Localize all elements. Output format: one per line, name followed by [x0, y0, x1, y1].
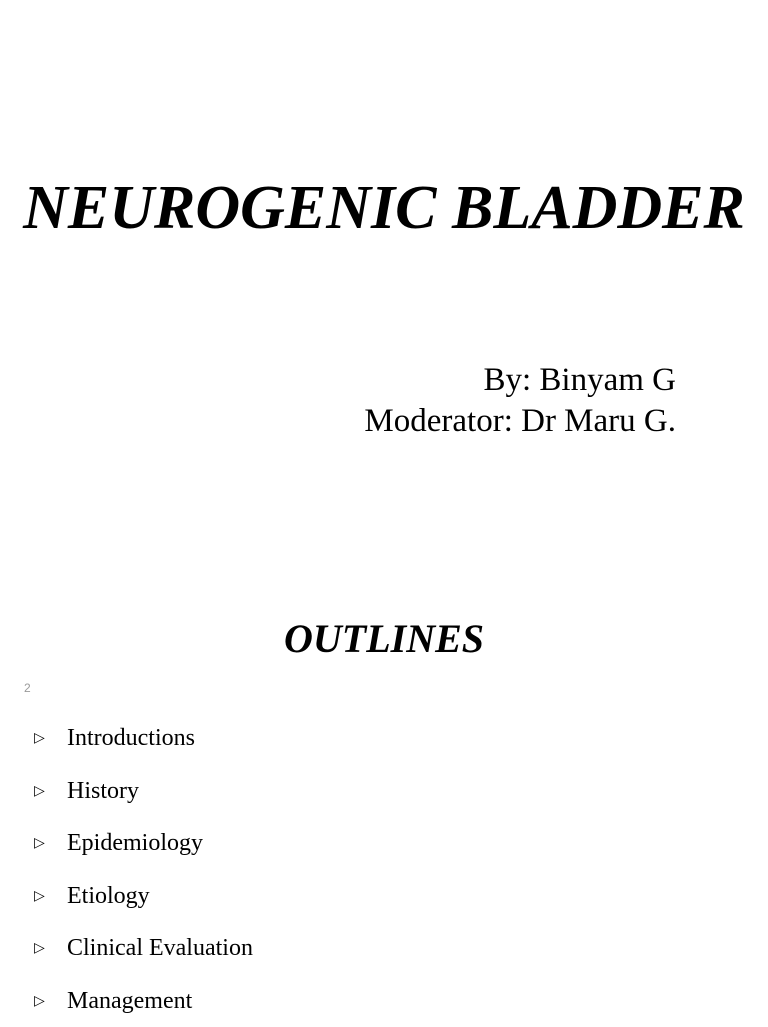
outline-item-history: [34, 765, 253, 818]
triangle-bullet-icon: ▷: [34, 831, 67, 855]
outline-item-label: Etiology: [67, 881, 150, 911]
byline: [364, 360, 676, 442]
outline-item-clinical-evaluation: [34, 922, 253, 975]
outline-list: [34, 712, 253, 1027]
moderator-line: Moderator: Dr Maru G.: [364, 401, 676, 442]
author-line: By: Binyam G: [364, 360, 676, 401]
triangle-bullet-icon: ▷: [34, 779, 67, 803]
outline-item-label: Introductions: [67, 723, 195, 753]
triangle-bullet-icon: ▷: [34, 884, 67, 908]
triangle-bullet-icon: ▷: [34, 726, 67, 750]
outline-item-etiology: [34, 870, 253, 923]
slide-title: NEUROGENIC BLADDER: [0, 172, 768, 244]
slide-number: 2: [24, 681, 31, 695]
triangle-bullet-icon: ▷: [34, 936, 67, 960]
outline-item-label: Clinical Evaluation: [67, 933, 253, 963]
outline-item-management: [34, 975, 253, 1027]
outlines-heading: OUTLINES: [0, 614, 768, 664]
outline-item-label: Epidemiology: [67, 828, 203, 858]
outline-item-label: History: [67, 776, 139, 806]
triangle-bullet-icon: ▷: [34, 989, 67, 1013]
outline-item-label: Management: [67, 986, 192, 1016]
outline-item-epidemiology: [34, 817, 253, 870]
outline-item-introductions: [34, 712, 253, 765]
